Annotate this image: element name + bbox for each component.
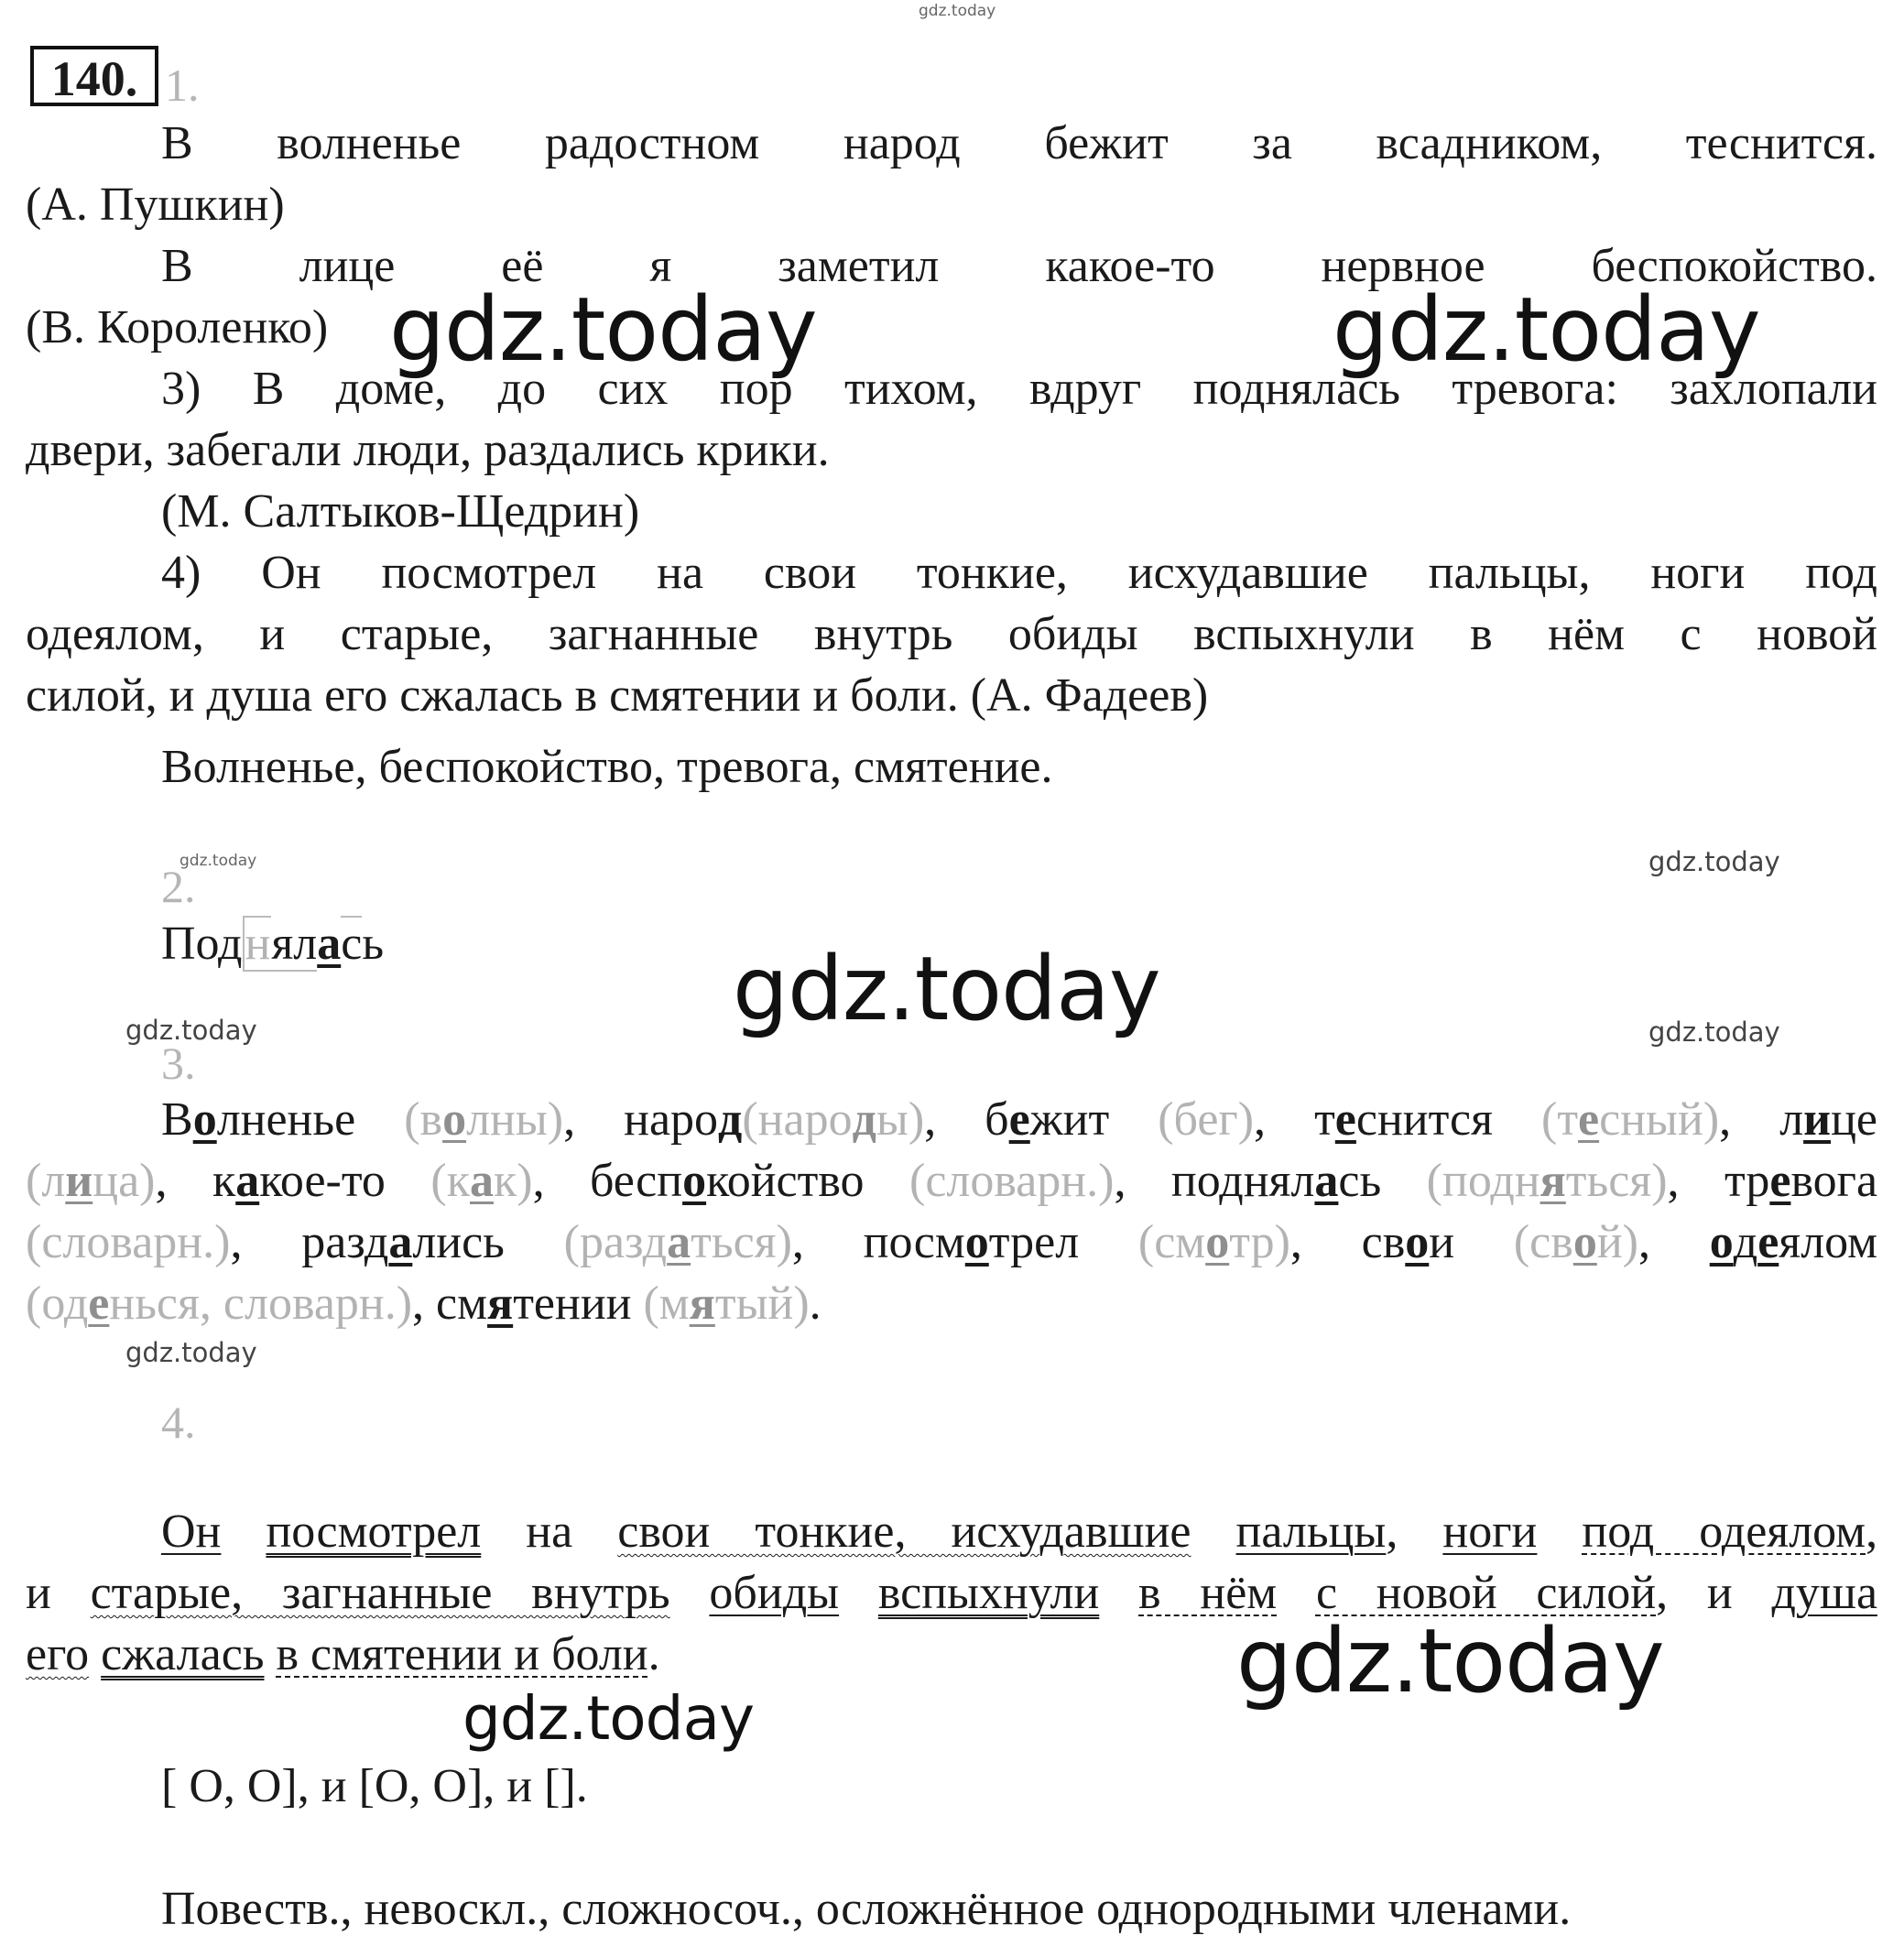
watermark-small: gdz.today — [1648, 1017, 1780, 1048]
watermark-big: gdz.today — [733, 938, 1160, 1040]
spelling-line: Волненье (волны), народ(народы), бежит (бег), теснится (тесный), лице — [161, 1093, 1877, 1146]
sentence-3-author: (М. Салтыков-Щедрин) — [161, 485, 640, 538]
sentence-1: В волненье радостном народ бежит за всадником, теснится. — [161, 117, 1877, 169]
sentence-scheme: [ О, О], и [О, О], и []. — [161, 1760, 588, 1812]
spelling-line: (лица), какое-то (как), беспокойство (словарн.), поднялась (подняться), тревога — [26, 1155, 1878, 1207]
watermark-small: gdz.today — [180, 852, 257, 870]
watermark-big: gdz.today — [1333, 278, 1760, 381]
watermark-big: gdz.today — [462, 1683, 755, 1754]
task-number: 2. — [161, 861, 196, 912]
sentence-4: 4) Он посмотрел на свои тонкие, исхудавшие пальцы, ноги под — [161, 547, 1877, 599]
watermark-small: gdz.today — [125, 1337, 257, 1368]
task-number: 1. — [165, 60, 200, 111]
parsed-sentence-line: и старые, загнанные внутрь обиды вспыхнули в нём с новой силой, и душа — [26, 1567, 1878, 1619]
task-number: 3. — [161, 1038, 196, 1089]
spelling-line: (словарн.), раздались (раздаться), посмотрел (смотр), свои (свой), одеялом — [26, 1216, 1878, 1268]
watermark-big: gdz.today — [389, 278, 817, 381]
watermark-big: gdz.today — [1236, 1610, 1664, 1712]
parsed-sentence-line: Он посмотрел на свои тонкие, исхудавшие пальцы, ноги под одеялом, — [161, 1506, 1878, 1558]
spelling-line: (оденься, словарн.), смятении (мятый). — [26, 1277, 821, 1330]
task1-answer: Волненье, беспокойство, тревога, смятение. — [161, 741, 1053, 793]
task-number: 4. — [161, 1397, 196, 1448]
sentence-2: В лице её я заметил какое-то нервное беспокойство. — [161, 240, 1877, 292]
sentence-4-cont: силой, и душа его сжалась в смятении и боли. (А. Фадеев) — [26, 669, 1209, 722]
watermark-small: gdz.today — [1648, 846, 1780, 877]
sentence-1-author: (А. Пушкин) — [26, 179, 285, 231]
watermark-top: gdz.today — [919, 2, 996, 20]
sentence-characteristic: Повеств., невоскл., сложносоч., осложнённое однородными членами. — [161, 1883, 1572, 1935]
watermark-small: gdz.today — [125, 1015, 257, 1046]
parsed-sentence-line: его сжалась в смятении и боли. — [26, 1628, 660, 1680]
word-parse: Поднялась — [161, 918, 385, 970]
sentence-3: 3) В доме, до сих пор тихом, вдруг поднялась тревога: захлопали — [161, 363, 1877, 415]
sentence-4-cont: одеялом, и старые, загнанные внутрь обиды вспыхнули в нём с новой — [26, 608, 1877, 660]
sentence-3-cont: двери, забегали люди, раздались крики. — [26, 424, 830, 476]
exercise-number: 140. — [30, 46, 158, 106]
sentence-2-author: (В. Короленко) — [26, 301, 329, 353]
